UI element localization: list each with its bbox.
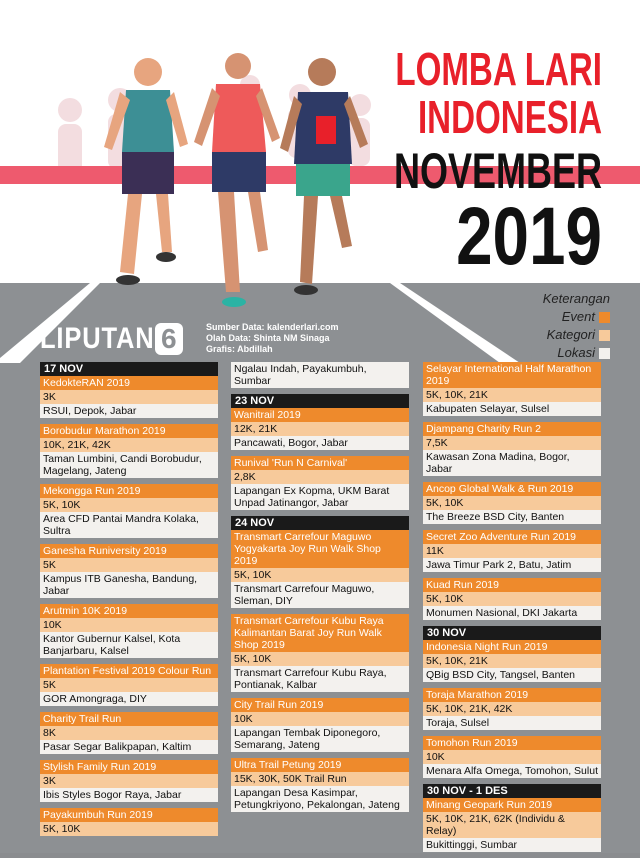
- event-category: 5K, 10K, 21K: [423, 654, 601, 668]
- event-entry: [423, 530, 601, 572]
- event-entry: [231, 408, 409, 450]
- event-name: Transmart Carrefour Kubu Raya Kalimantan Barat Joy Run Walk Shop 2019: [231, 614, 409, 652]
- event-category: 3K: [40, 390, 218, 404]
- event-category: 5K: [40, 558, 218, 572]
- event-name: Runival 'Run N Carnival': [231, 456, 409, 470]
- column-1: [40, 362, 218, 842]
- event-location: Kantor Gubernur Kalsel, Kota Banjarbaru, Kalsel: [40, 632, 218, 658]
- event-location: Menara Alfa Omega, Tomohon, Sulut: [423, 764, 601, 778]
- liputan6-logo: LIPUTAN 6: [40, 322, 183, 356]
- event-name: Minang Geopark Run 2019: [423, 798, 601, 812]
- event-entry: [40, 424, 218, 478]
- legend-category-row: Kategori: [510, 326, 610, 344]
- date-header: 30 NOV - 1 DES: [423, 784, 601, 798]
- credits: [206, 322, 339, 355]
- event-category: 5K, 10K, 21K, 42K: [423, 702, 601, 716]
- event-entry: [231, 758, 409, 812]
- event-category: 5K, 10K: [40, 822, 218, 836]
- event-entry: [40, 712, 218, 754]
- event-category: 5K, 10K: [423, 592, 601, 606]
- event-name: Wanitrail 2019: [231, 408, 409, 422]
- event-location: Monumen Nasional, DKI Jakarta: [423, 606, 601, 620]
- event-name: Stylish Family Run 2019: [40, 760, 218, 774]
- event-location: Kabupaten Selayar, Sulsel: [423, 402, 601, 416]
- date-header: 24 NOV: [231, 516, 409, 530]
- event-name: Tomohon Run 2019: [423, 736, 601, 750]
- event-category: 10K: [231, 712, 409, 726]
- event-category: 2,8K: [231, 470, 409, 484]
- event-name: Charity Trail Run: [40, 712, 218, 726]
- event-category: 7,5K: [423, 436, 601, 450]
- event-category: 5K, 10K, 21K: [423, 388, 601, 402]
- credit-source: Sumber Data: kalenderlari.com: [206, 322, 339, 332]
- event-location: Pasar Segar Balikpapan, Kaltim: [40, 740, 218, 754]
- event-location: The Breeze BSD City, Banten: [423, 510, 601, 524]
- event-name: City Trail Run 2019: [231, 698, 409, 712]
- title-line-1: LOMBA LARI: [395, 43, 602, 95]
- event-category: 3K: [40, 774, 218, 788]
- event-entry: [423, 482, 601, 524]
- event-name: Payakumbuh Run 2019: [40, 808, 218, 822]
- event-entry: [40, 664, 218, 706]
- event-name: Secret Zoo Adventure Run 2019: [423, 530, 601, 544]
- event-entry: [40, 808, 218, 836]
- event-entry: [423, 422, 601, 476]
- event-location: Lapangan Desa Kasimpar, Petungkriyono, Pekalongan, Jateng: [231, 786, 409, 812]
- credit-graphic: Grafis: Abdillah: [206, 344, 273, 354]
- event-name: Ultra Trail Petung 2019: [231, 758, 409, 772]
- event-category: 12K, 21K: [231, 422, 409, 436]
- legend-event-swatch: [599, 312, 610, 323]
- poster-title: [272, 43, 602, 282]
- event-name: Toraja Marathon 2019: [423, 688, 601, 702]
- event-category: 11K: [423, 544, 601, 558]
- event-entry: [40, 760, 218, 802]
- event-location: Pancawati, Bogor, Jabar: [231, 436, 409, 450]
- event-name: Kuad Run 2019: [423, 578, 601, 592]
- event-entry: [423, 798, 601, 852]
- legend-location-swatch: [599, 348, 610, 359]
- runner-left-figure: [104, 58, 188, 285]
- event-location: Taman Lumbini, Candi Borobudur, Magelang, Jateng: [40, 452, 218, 478]
- event-entry: [423, 578, 601, 620]
- event-name: Transmart Carrefour Maguwo Yogyakarta Joy Run Walk Shop 2019: [231, 530, 409, 568]
- event-category: 5K, 10K: [40, 498, 218, 512]
- legend-event-row: Event: [510, 308, 610, 326]
- event-category: 8K: [40, 726, 218, 740]
- legend-location-row: Lokasi: [510, 344, 610, 362]
- event-category: 10K: [423, 750, 601, 764]
- event-category: 10K, 21K, 42K: [40, 438, 218, 452]
- event-location: Lapangan Ex Kopma, UKM Barat Unpad Jatinangor, Jabar: [231, 484, 409, 510]
- event-name: Selayar International Half Marathon 2019: [423, 362, 601, 388]
- event-location: Lapangan Tembak Diponegoro, Semarang, Jateng: [231, 726, 409, 752]
- column-3: [423, 362, 601, 858]
- legend: [510, 290, 610, 362]
- event-entry: [231, 530, 409, 608]
- event-entry: [40, 484, 218, 538]
- legend-category-swatch: [599, 330, 610, 341]
- event-entry-continued: [231, 362, 409, 388]
- date-header: 23 NOV: [231, 394, 409, 408]
- event-location: Ibis Styles Bogor Raya, Jabar: [40, 788, 218, 802]
- event-location: QBig BSD City, Tangsel, Banten: [423, 668, 601, 682]
- event-category: 15K, 30K, 50K Trail Run: [231, 772, 409, 786]
- credit-data: Olah Data: Shinta NM Sinaga: [206, 333, 330, 343]
- event-category: 5K, 10K: [423, 496, 601, 510]
- event-entry: [231, 614, 409, 692]
- event-name: Arutmin 10K 2019: [40, 604, 218, 618]
- event-location: Transmart Carrefour Maguwo, Sleman, DIY: [231, 582, 409, 608]
- event-category: 5K, 10K: [231, 652, 409, 666]
- title-line-3: NOVEMBER: [393, 143, 602, 199]
- event-entry: [40, 376, 218, 418]
- event-name: Indonesia Night Run 2019: [423, 640, 601, 654]
- event-entry: [231, 698, 409, 752]
- event-category: 5K: [40, 678, 218, 692]
- event-entry: [231, 456, 409, 510]
- date-header: 30 NOV: [423, 626, 601, 640]
- event-location: Bukittinggi, Sumbar: [423, 838, 601, 852]
- event-location: Kawasan Zona Madina, Bogor, Jabar: [423, 450, 601, 476]
- event-entry: [423, 688, 601, 730]
- event-category: 10K: [40, 618, 218, 632]
- event-name: Djampang Charity Run 2: [423, 422, 601, 436]
- title-line-4: 2019: [456, 191, 602, 282]
- runner-middle-figure: [194, 53, 280, 307]
- event-location: Transmart Carrefour Kubu Raya, Pontianak, Kalbar: [231, 666, 409, 692]
- event-category: 5K, 10K: [231, 568, 409, 582]
- event-name: Plantation Festival 2019 Colour Run: [40, 664, 218, 678]
- event-name: KedokteRAN 2019: [40, 376, 218, 390]
- event-location: Toraja, Sulsel: [423, 716, 601, 730]
- event-name: Borobudur Marathon 2019: [40, 424, 218, 438]
- event-location: RSUI, Depok, Jabar: [40, 404, 218, 418]
- event-name: Mekongga Run 2019: [40, 484, 218, 498]
- date-header: 17 NOV: [40, 362, 218, 376]
- event-location: GOR Amongraga, DIY: [40, 692, 218, 706]
- event-entry: [423, 736, 601, 778]
- event-location: Jawa Timur Park 2, Batu, Jatim: [423, 558, 601, 572]
- event-location: Area CFD Pantai Mandra Kolaka, Sultra: [40, 512, 218, 538]
- title-line-2: INDONESIA: [417, 91, 602, 143]
- event-location: Ngalau Indah, Payakumbuh, Sumbar: [231, 362, 409, 388]
- event-name: Ancop Global Walk & Run 2019: [423, 482, 601, 496]
- event-entry: [40, 544, 218, 598]
- event-entry: [423, 640, 601, 682]
- column-2: [231, 362, 409, 818]
- event-category: 5K, 10K, 21K, 62K (Individu & Relay): [423, 812, 601, 838]
- event-entry: [40, 604, 218, 658]
- event-location: Kampus ITB Ganesha, Bandung, Jabar: [40, 572, 218, 598]
- legend-title: Keterangan: [542, 291, 610, 306]
- event-entry: [423, 362, 601, 416]
- event-name: Ganesha Runiversity 2019: [40, 544, 218, 558]
